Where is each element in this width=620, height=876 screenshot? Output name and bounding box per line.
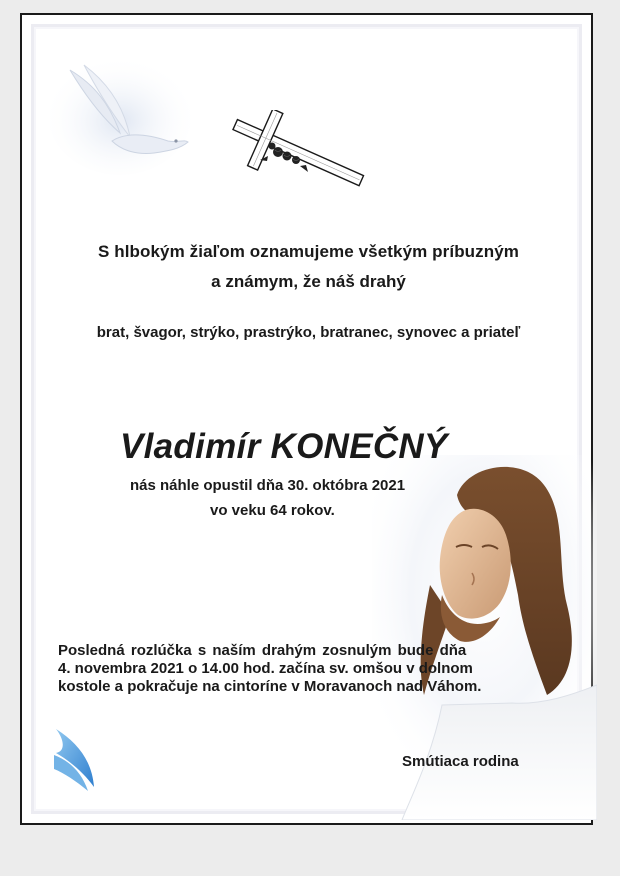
intro-line-2: a známym, že náš drahý — [211, 272, 406, 291]
signature: Smútiaca rodina — [402, 753, 519, 770]
dove-icon — [50, 45, 195, 175]
cross-with-roses-icon — [220, 110, 370, 200]
age-line: vo veku 64 rokov. — [210, 502, 335, 519]
intro-line-1: S hlbokým žiaľom oznamujeme všetkým príbuzným — [97, 242, 520, 261]
flame-icon — [48, 725, 102, 795]
death-date-line: nás náhle opustil dňa 30. októbra 2021 — [130, 477, 406, 494]
funeral-announcement-line-2: 4. novembra 2021 o 14.00 hod. začína sv. omšou v dolnom — [58, 660, 473, 677]
obituary-card — [20, 13, 593, 825]
deceased-name: Vladimír KONEČNÝ — [120, 427, 448, 466]
relations-line: brat, švagor, strýko, prastrýko, bratranec, synovec a priateľ — [96, 324, 521, 341]
funeral-announcement-line-3: kostole a pokračuje na cintoríne v Moravanoch nad Váhom. — [58, 678, 482, 695]
funeral-announcement-line-1: Posledná rozlúčka s naším drahým zosnulým bude dňa — [58, 642, 467, 659]
